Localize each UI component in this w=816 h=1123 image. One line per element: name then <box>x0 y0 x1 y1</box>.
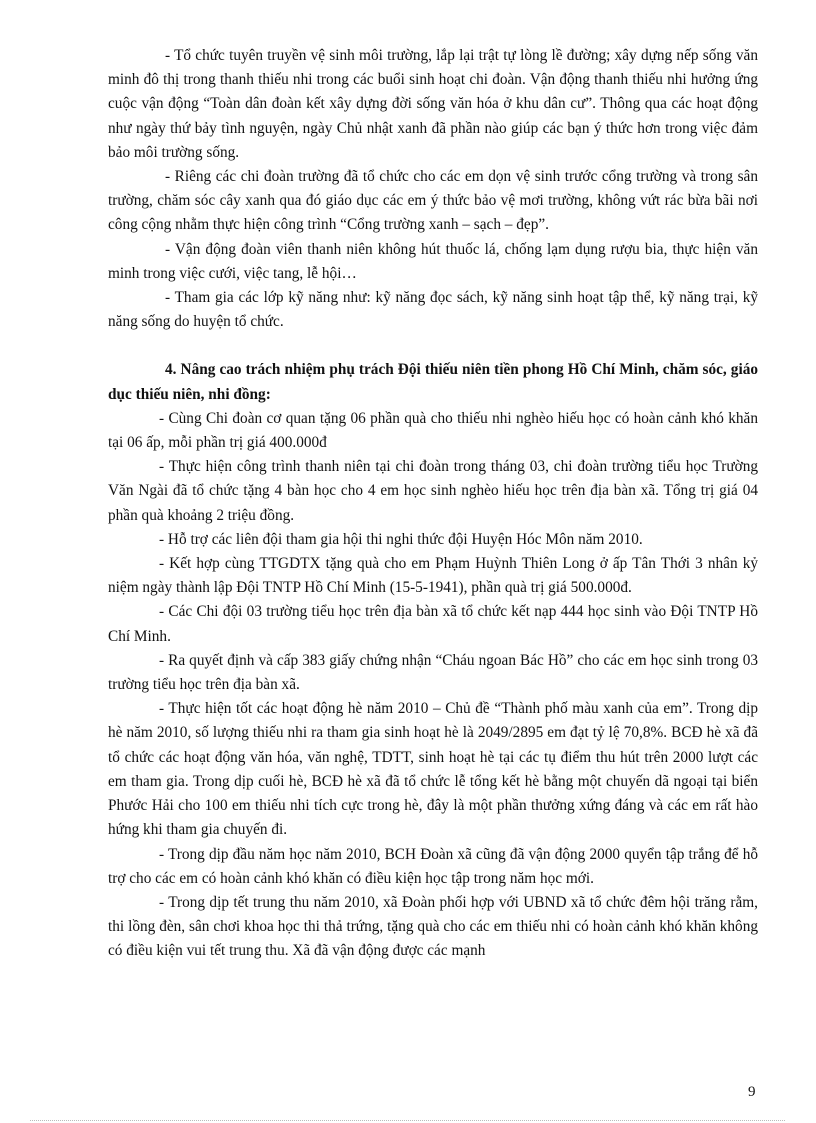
paragraph-no-smoking: - Vận động đoàn viên thanh niên không hút thuốc lá, chống lạm dụng rượu bia, thực hiện văn minh trong việc cưới, việc tang, lễ hội… <box>108 240 758 282</box>
paragraph-admission-students: - Các Chi đội 03 trường tiểu học trên địa bàn xã tổ chức kết nạp 444 học sinh vào Đội TNTP Hồ Chí Minh. <box>108 603 758 645</box>
paragraph-youth-project-desks: - Thực hiện công trình thanh niên tại chi đoàn trong tháng 03, chi đoàn trường tiểu học Trường Văn Ngài đã tổ chức tặng 4 bàn học cho 4 em học sinh nghèo hiếu học trên địa bàn xã. Tổng trị giá 04 phần quà khoảng 2 triệu đồng. <box>108 458 758 524</box>
paragraph-mid-autumn: - Trong dịp tết trung thu năm 2010, xã Đoàn phối hợp với UBND xã tổ chức đêm hội trăng rằm, thi lồng đèn, sân chơi khoa học thi thả trứng, tặng quà cho các em thiếu nhi có hoàn cảnh khó khăn không có điều kiện vui tết trung thu. Xã đã vận động được các mạnh <box>108 893 758 960</box>
paragraph-environment-propaganda: - Tổ chức tuyên truyền vệ sinh môi trường, lắp lại trật tự lòng lề đường; xây dựng nếp sống văn minh đô thị trong thanh thiếu nhi trong các buổi sinh hoạt chi đoàn. Vận động thanh thiếu nhi hưởng ứng cuộc vận động “Toàn dân đoàn kết xây dựng đời sống văn hóa ở khu dân cư”. Thông qua các hoạt động như ngày thứ bảy tình nguyện, ngày Chủ nhật xanh đã phần nào giúp các bạn ý thức hơn trong việc đảm bảo môi trường sống. <box>108 47 758 161</box>
paragraph-skills-classes: - Tham gia các lớp kỹ năng như: kỹ năng đọc sách, kỹ năng sinh hoạt tập thể, kỹ năng trại, kỹ năng sống do huyện tổ chức. <box>108 289 758 331</box>
paragraph-school-cleaning: - Riêng các chi đoàn trường đã tổ chức cho các em dọn vệ sinh trước cổng trường và trong sân trường, chăm sóc cây xanh qua đó giáo dục các em ý thức bảo vệ mơi trường, không vứt rác bừa bãi nơi công cộng nhằm thực hiện công trình “Cổng trường xanh – sạch – đẹp”. <box>108 168 758 234</box>
footer-divider <box>30 1120 785 1121</box>
page-number: 9 <box>748 1084 756 1100</box>
paragraph-notebooks: - Trong dịp đầu năm học năm 2010, BCH Đoàn xã cũng đã vận động 2000 quyển tập trắng để hỗ trợ cho các em có hoàn cảnh khó khăn có điều kiện học tập trong năm học mới. <box>108 845 758 887</box>
paragraph-certificates: - Ra quyết định và cấp 383 giấy chứng nhận “Cháu ngoan Bác Hồ” cho các em học sinh trong 03 trường tiểu học trên địa bàn xã. <box>108 651 758 694</box>
section-heading: 4. Nâng cao trách nhiệm phụ trách Đội thiếu niên tiền phong Hồ Chí Minh, chăm sóc, giáo dục thiếu niên, nhi đồng: <box>108 361 758 403</box>
body-text <box>108 44 758 964</box>
paragraph-gifts-poor-children: - Cùng Chi đoàn cơ quan tặng 06 phần quà cho thiếu nhi nghèo hiếu học có hoàn cảnh khó khăn tại 06 ấp, mỗi phần trị giá 400.000đ <box>108 409 758 452</box>
paragraph-summer-activities: - Thực hiện tốt các hoạt động hè năm 2010 – Chủ đề “Thành phố màu xanh của em”. Trong dịp hè năm 2010, số lượng thiếu nhi ra tham gia sinh hoạt hè là 2049/2895 em đạt tỷ lệ 70,8%. BCĐ hè xã đã tổ chức các hoạt động văn hóa, văn nghệ, TDTT, sinh hoạt hè tại các tụ điểm thu hút trên 2000 lượt các em tham gia. Trong dịp cuối hè, BCĐ hè xã đã tổ chức lễ tổng kết hè bằng một chuyến dã ngoại tại biển Phước Hải cho 100 em thiếu nhi tích cực trong hè, đây là một phần thưởng xứng đáng và các em rất hào hứng khi tham gia chuyến đi. <box>108 700 758 839</box>
paragraph-gift-anniversary: - Kết hợp cùng TTGDTX tặng quà cho em Phạm Huỳnh Thiên Long ở ấp Tân Thới 3 nhân kỷ niệm ngày thành lập Đội TNTP Hồ Chí Minh (15-5-1941), phần quà trị giá 500.000đ. <box>108 555 758 597</box>
paragraph-drill-contest: - Hỗ trợ các liên đội tham gia hội thi nghi thức đội Huyện Hóc Môn năm 2010. <box>159 530 643 548</box>
